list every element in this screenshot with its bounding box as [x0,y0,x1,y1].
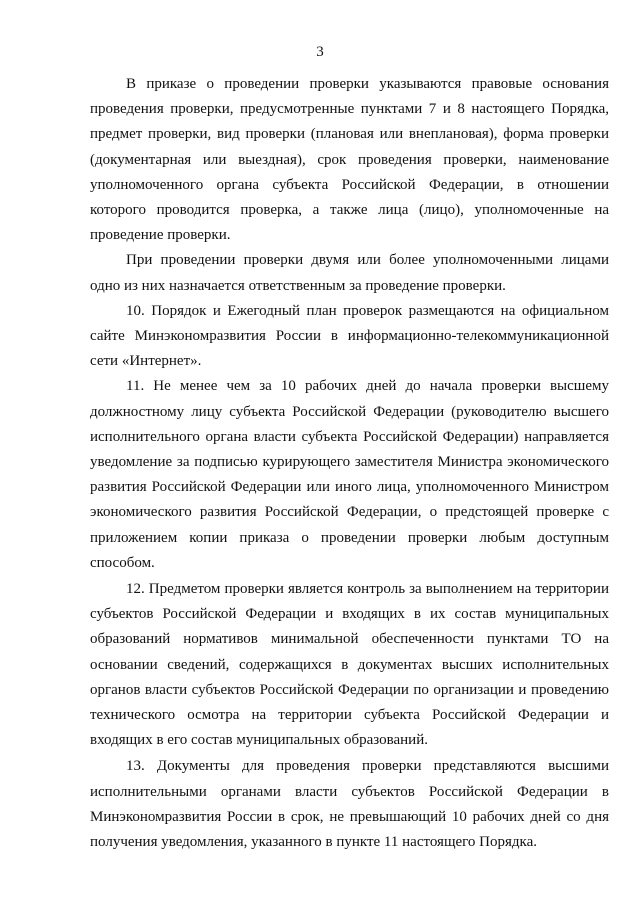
paragraph-responsible-person: При проведении проверки двумя или более уполномоченными лицами одно из них назначается ответственным за проведение проверки. [90,252,609,294]
paragraph-10: 10. Порядок и Ежегодный план проверок размещаются на официальном сайте Минэкономразвития России в информационно-телекоммуникационной сети «Интернет». [90,302,609,370]
paragraph-11: 11. Не менее чем за 10 рабочих дней до начала проверки высшему должностному лицу субъекта Российской Федерации (руководителю высшего исполнительного органа власти субъекта Российской Федерации) направляется уведомление за подписью курирующего заместителя Министра экономического развития Российской Федерации или иного лица, уполномоченного Министром экономического развития Российской Федерации, о предстоящей проверке с приложением копии приказа о проведении проверки любым доступным способом. [90,378,609,571]
paragraph-12: 12. Предметом проверки является контроль за выполнением на территории субъектов Российской Федерации и входящих в их состав муниципальных образований нормативов минимальной обеспеченности пунктами ТО на основании сведений, содержащихся в документах высших исполнительных органов власти субъектов Российской Федерации по организации и проведению технического осмотра на территории субъекта Российской Федерации и входящих в его состав муниципальных образований. [90,581,609,749]
document-body [90,72,609,855]
paragraph-13: 13. Документы для проведения проверки представляются высшими исполнительными органами власти субъектов Российской Федерации в Минэкономразвития России в срок, не превышающий 10 рабочих дней со дня получения уведомления, указанного в пункте 11 настоящего Порядка. [90,758,609,851]
paragraph-order-contents: В приказе о проведении проверки указываются правовые основания проведения проверки, предусмотренные пунктами 7 и 8 настоящего Порядка, предмет проверки, вид проверки (плановая или внеплановая), форма проверки (документарная или выездная), срок проведения проверки, наименование уполномоченного органа субъекта Российской Федерации, в отношении которого проводится проверка, а также лица (лицо), уполномоченные на проведение проверки. [90,76,609,244]
page-number: 3 [316,44,324,60]
